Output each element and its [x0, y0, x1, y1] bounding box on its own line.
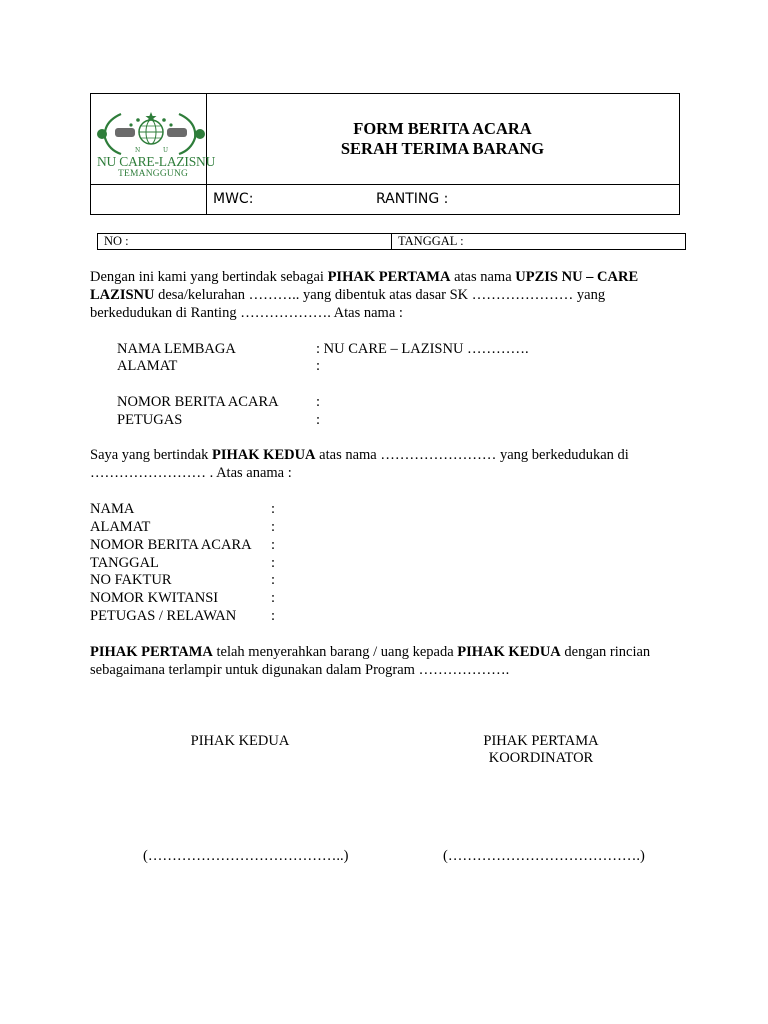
field-value: : [271, 608, 276, 624]
date-label: TANGGAL : [398, 234, 464, 248]
signature-line-right: (………………………………….) [443, 848, 645, 864]
closing-second-party: PIHAK KEDUA [457, 644, 561, 660]
form-title [207, 119, 678, 159]
closing-first-party: PIHAK PERTAMA [90, 644, 213, 660]
nu-globe-emblem-icon [91, 94, 206, 156]
field-label: NOMOR BERITA ACARA [90, 537, 252, 553]
field-value: : [316, 412, 321, 428]
intro-text-3: desa/kelurahan ……….. yang dibentuk atas dasar SK ………………… yang berkedudukan di Ranting ………………. Atas nama : [90, 287, 606, 321]
intro-text-2: atas nama [450, 269, 516, 285]
second-party-paragraph [90, 446, 682, 482]
field-label: PETUGAS [117, 412, 183, 428]
field-label: TANGGAL [90, 555, 159, 571]
field-value: : [271, 501, 276, 517]
form-title-line-2: SERAH TERIMA BARANG [340, 139, 545, 158]
field-label: PETUGAS / RELAWAN [90, 608, 237, 624]
logo [91, 94, 216, 184]
field-label: NO FAKTUR [90, 572, 172, 588]
logo-location: TEMANGGUNG [118, 169, 189, 179]
field-label: NOMOR BERITA ACARA [117, 394, 279, 410]
mwc-label: MWC: [213, 191, 254, 207]
field-label: NOMOR KWITANSI [90, 590, 219, 606]
field-value: : [271, 555, 276, 571]
ranting-label: RANTING : [376, 191, 449, 207]
second-intro-text-2: atas nama …………………… yang berkedudukan di …………………… . Atas anama : [90, 447, 629, 481]
field-value: : [271, 537, 276, 553]
svg-text:U: U [163, 147, 169, 154]
closing-text-2: dengan rincian sebagaimana terlampir untuk digunakan dalam Program ………………. [90, 644, 651, 678]
form-title-line-1: FORM BERITA ACARA [353, 119, 532, 138]
signature-right-title: PIHAK PERTAMA [483, 733, 599, 749]
second-intro-text-1: Saya yang bertindak [90, 447, 213, 463]
field-value: : [271, 519, 276, 535]
signature-left-title: PIHAK KEDUA [190, 733, 290, 749]
field-value: : [316, 394, 321, 410]
header-divider-horizontal [91, 184, 679, 185]
closing-text-1: telah menyerahkan barang / uang kepada [212, 644, 458, 660]
intro-text-1: Dengan ini kami yang bertindak sebagai [90, 269, 328, 285]
field-value: : [271, 590, 276, 606]
number-date-divider [391, 234, 392, 249]
field-value: : [316, 358, 321, 374]
intro-first-party: PIHAK PERTAMA [327, 269, 451, 285]
signature-line-left: (…………………………………..) [143, 848, 349, 864]
field-label: ALAMAT [90, 519, 151, 535]
signature-right-subtitle: KOORDINATOR [488, 750, 594, 766]
number-date-box [97, 233, 686, 250]
logo-wordmark: NU CARE-LAZISNU [97, 154, 216, 169]
intro-organization: UPZIS NU – CARE LAZISNU [90, 269, 639, 303]
svg-text:N: N [135, 147, 141, 154]
field-label: NAMA [90, 501, 135, 517]
field-label: ALAMAT [117, 358, 178, 374]
number-label: NO : [104, 234, 129, 248]
field-value: : NU CARE – LAZISNU …………. [316, 341, 529, 357]
closing-paragraph [90, 643, 682, 679]
intro-paragraph [90, 268, 682, 322]
header-table [90, 93, 680, 215]
second-intro-party: PIHAK KEDUA [212, 447, 316, 463]
field-label: NAMA LEMBAGA [117, 341, 236, 357]
field-value: : [271, 572, 276, 588]
